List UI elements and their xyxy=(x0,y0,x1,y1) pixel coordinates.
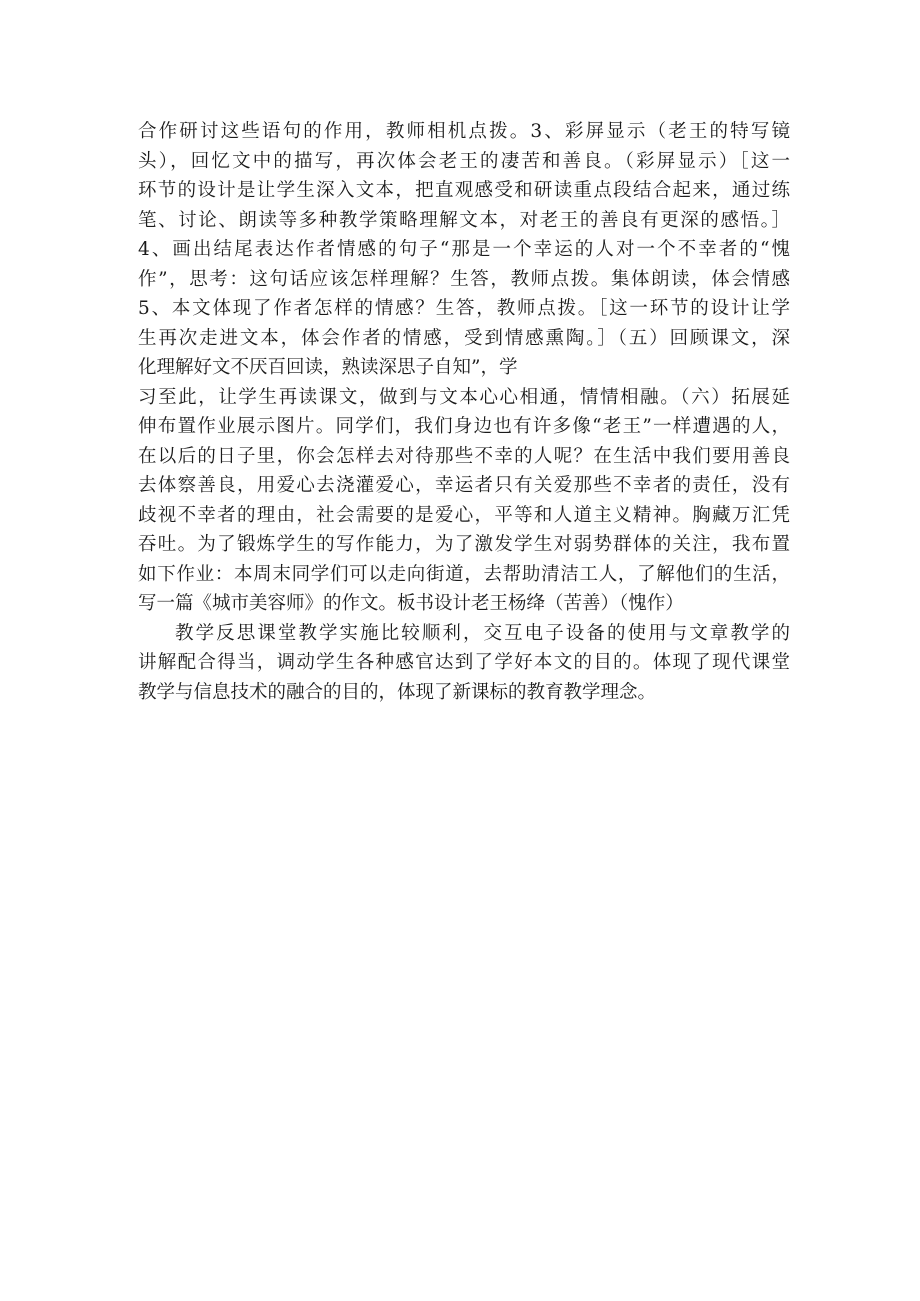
text-line: 笔、讨论、朗读等多种教学策略理解文本，对老王的善良有更深的感悟。］ xyxy=(138,209,790,231)
text-line: 去体察善良，用爱心去浇灌爱心，幸运者只有关爱那些不幸者的责任，没有 xyxy=(138,475,790,496)
text-line: 5、本文体现了作者怎样的情感？生答，教师点拨。［这一环节的设计让学 xyxy=(138,298,790,319)
text-line: 生再次走进文本，体会作者的情感，受到情感熏陶。］（五）回顾课文，深 xyxy=(138,327,790,349)
text-line: 吞吐。为了锻炼学生的写作能力，为了激发学生对弱势群体的关注，我布置 xyxy=(138,534,790,555)
text-line: 合作研讨这些语句的作用，教师相机点拨。3、彩屏显示（老王的特写镜 xyxy=(138,121,790,142)
text-line: 头），回忆文中的描写，再次体会老王的凄苦和善良。（彩屏显示）［这一 xyxy=(138,150,790,172)
text-line: 习至此，让学生再读课文，做到与文本心心相通，情情相融。（六）拓展延 xyxy=(138,386,790,408)
text-line: 在以后的日子里，你会怎样去对待那些不幸的人呢？在生活中我们要用善良 xyxy=(138,445,790,467)
body-text xyxy=(138,117,790,707)
text-line: 教学反思课堂教学实施比较顺利，交互电子设备的使用与文章教学的 xyxy=(175,622,790,644)
text-line: 如下作业：本周末同学们可以走向街道，去帮助清洁工人，了解他们的生活， xyxy=(138,563,790,585)
text-line: 4、画出结尾表达作者情感的句子“那是一个幸运的人对一个不幸者的“愧 xyxy=(138,239,790,260)
text-line: 教学与信息技术的融合的目的，体现了新课标的教育教学理念。 xyxy=(138,681,657,703)
text-line: 讲解配合得当，调动学生各种感官达到了学好本文的目的。体现了现代课堂 xyxy=(138,652,790,673)
text-line: 作”，思考：这句话应该怎样理解？生答，教师点拨。集体朗读，体会情感 xyxy=(138,268,790,290)
text-line: 写一篇《城市美容师》的作文。板书设计老王杨绛（苦善）（愧作） xyxy=(138,593,684,614)
text-line: 环节的设计是让学生深入文本，把直观感受和研读重点段结合起来，通过练 xyxy=(138,180,790,201)
text-line: 化理解好文不厌百回读，熟读深思子自知”，学 xyxy=(138,357,518,378)
text-line: 伸布置作业展示图片。同学们，我们身边也有许多像“老王”一样遭遇的人， xyxy=(138,416,790,437)
text-line: 歧视不幸者的理由，社会需要的是爱心，平等和人道主义精神。胸藏万汇凭 xyxy=(138,504,790,526)
